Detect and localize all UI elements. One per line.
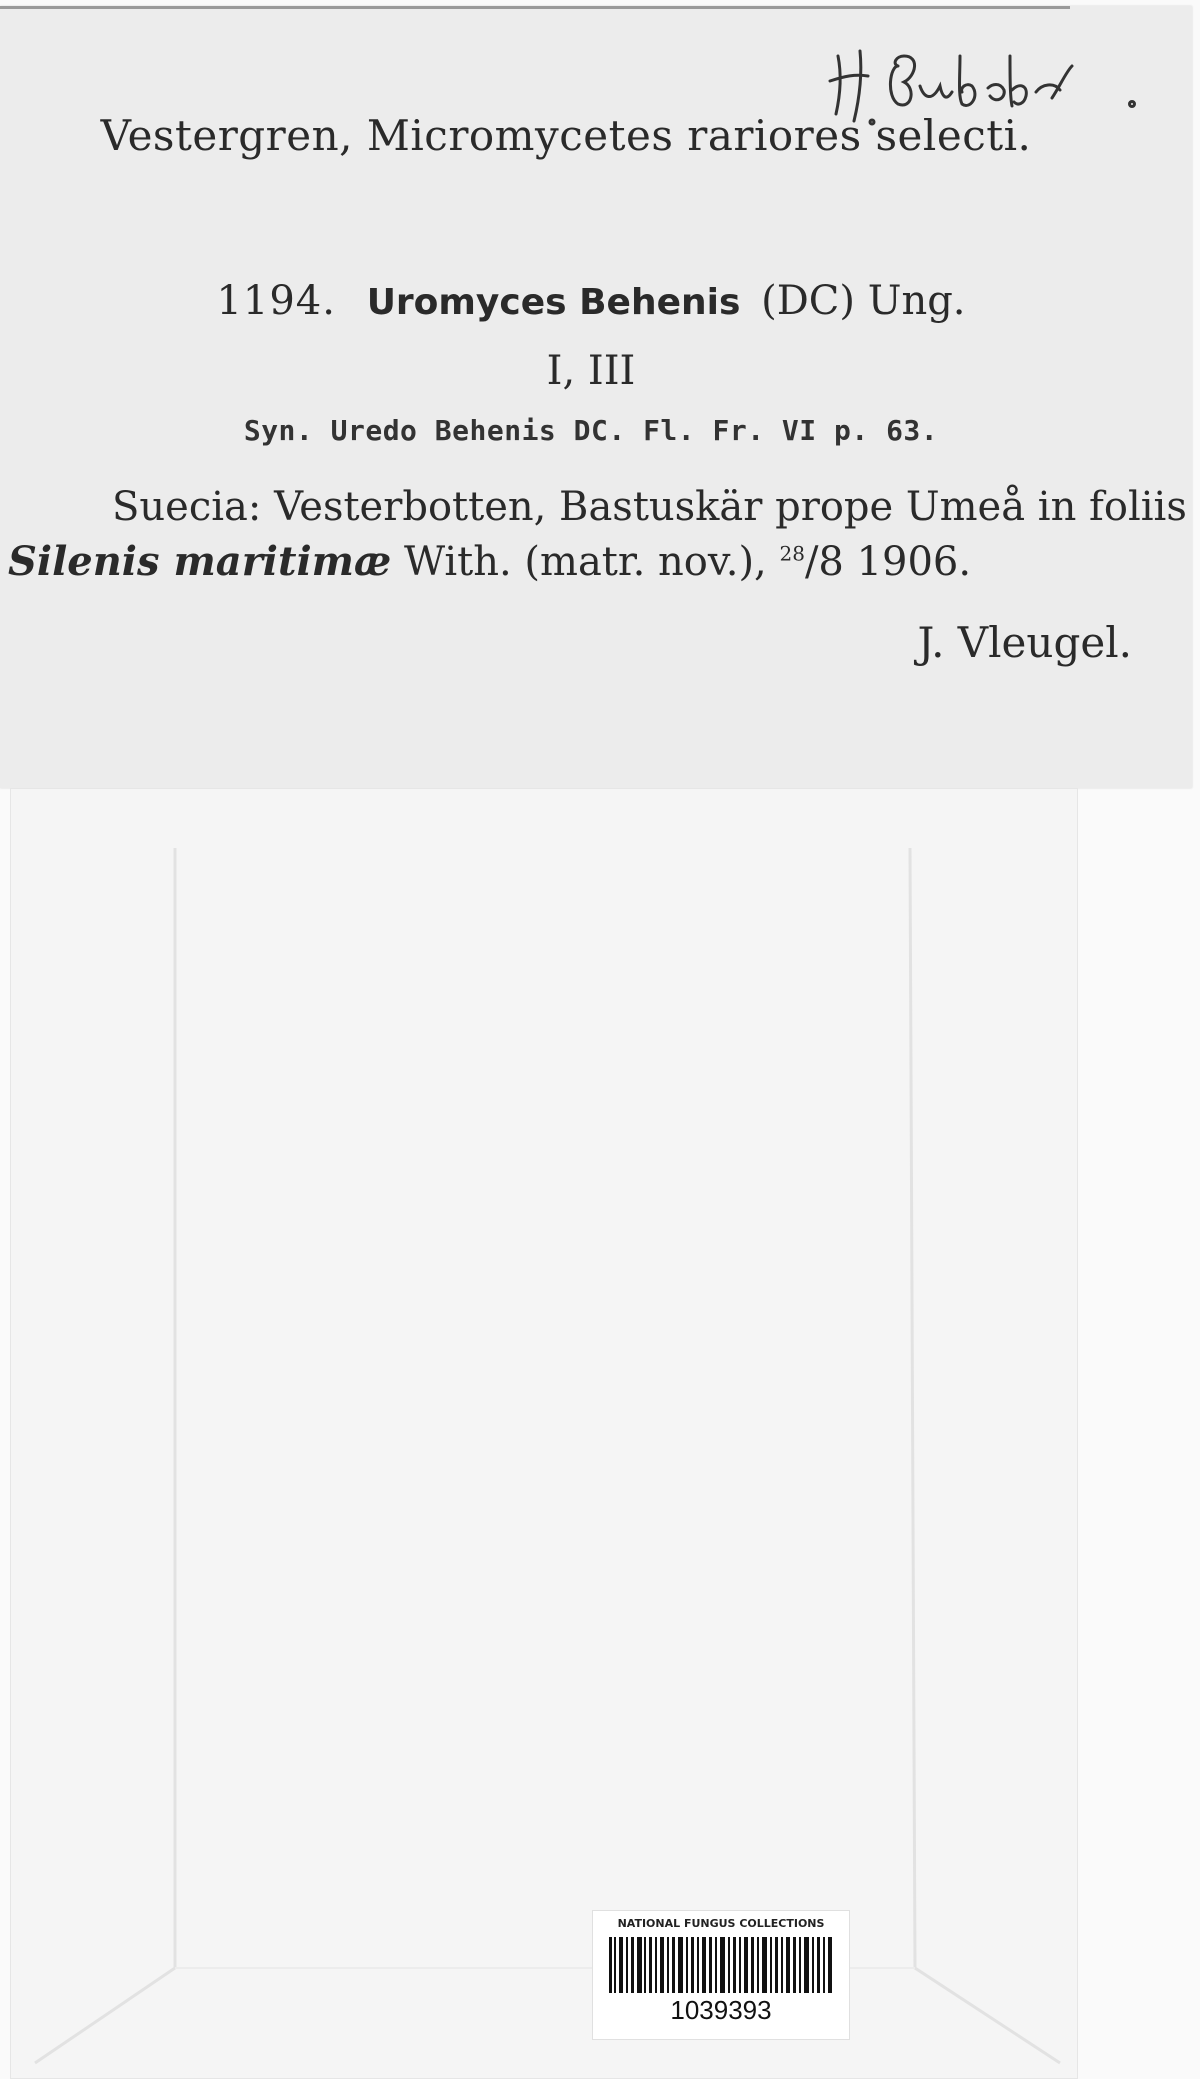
exsiccata-number: 1194. — [216, 278, 336, 324]
taxon-authority: (DC) Ung. — [761, 278, 966, 324]
spore-stages: I, III — [546, 348, 636, 394]
host-author: With. (matr. nov.), — [403, 539, 767, 585]
taxon-name: Uromyces Behenis — [366, 282, 741, 323]
synonym-line: Syn. Uredo Behenis DC. Fl. Fr. VI p. 63. — [243, 414, 939, 447]
collection-date: /8 1906. — [804, 539, 972, 585]
barcode-caption: NATIONAL FUNGUS COLLECTIONS — [617, 1917, 825, 1930]
series-title: Vestergren, Micromycetes rariores selecti. — [100, 111, 1032, 160]
barcode-number: 1039393 — [670, 1995, 772, 2025]
barcode-icon — [609, 1937, 833, 1993]
barcode-label — [592, 1910, 850, 2040]
label-edge — [0, 6, 1070, 9]
locality-line: Suecia: Vesterbotten, Bastuskär prope Umeå in foliis — [112, 484, 1187, 530]
host-line — [8, 538, 971, 585]
envelope-folds — [10, 788, 1078, 2079]
collector-name: J. Vleugel. — [917, 618, 1132, 667]
collection-day: 28 — [779, 541, 805, 566]
taxon-line — [0, 278, 1192, 324]
specimen-envelope — [10, 788, 1078, 2079]
specimen-label — [0, 6, 1192, 788]
host-name: Silenis maritimæ — [8, 538, 392, 585]
